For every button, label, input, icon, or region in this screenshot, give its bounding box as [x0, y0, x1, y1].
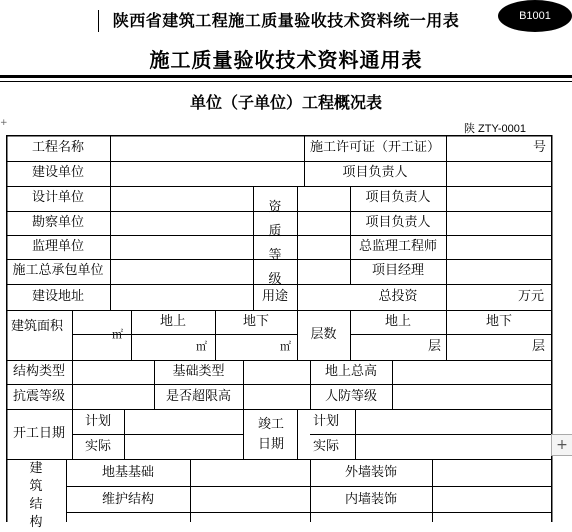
label-structure-type: 结构类型	[12, 364, 65, 379]
form-badge: B1001	[498, 0, 572, 32]
label-contractor: 施工总承包单位	[12, 263, 104, 278]
label-envelope: 维护结构	[101, 492, 154, 507]
label-area-above: 地上	[159, 314, 186, 329]
label-interior-finish: 内墙装饰	[344, 492, 397, 507]
label-builder: 建设单位	[31, 165, 84, 180]
form-title: 单位（子单位）工程概况表	[189, 93, 382, 112]
label-designer-lead: 项目负责人	[365, 190, 431, 205]
label-supervisor: 监理单位	[31, 239, 84, 254]
label-designer: 设计单位	[31, 190, 84, 205]
label-floors: 层数	[310, 327, 337, 342]
label-seismic-grade: 抗震等级	[12, 389, 65, 404]
label-usage: 用途	[261, 289, 288, 304]
label-foundation-type: 基础类型	[172, 364, 225, 379]
floor-unit-above: 层	[428, 339, 442, 354]
label-address: 建设地址	[31, 289, 84, 304]
label-project-manager: 项目经理	[371, 263, 424, 278]
add-row-icon[interactable]: +	[551, 434, 572, 456]
label-surveyor-lead: 项目负责人	[365, 215, 431, 230]
label-qualification: 资质等级	[268, 200, 282, 287]
area-unit-below: ㎡	[280, 340, 291, 353]
label-area-below: 地下	[242, 314, 269, 329]
document-top-title: 陕西省建筑工程施工质量验收技术资料统一用表	[112, 11, 460, 30]
floor-unit-below: 层	[532, 339, 546, 354]
label-investment: 总投资	[378, 289, 418, 304]
label-civil-defense: 人防等级	[324, 389, 377, 404]
label-completion-actual: 实际	[312, 439, 339, 454]
label-completion-planned: 计划	[312, 414, 339, 429]
label-floors-below: 地下	[485, 314, 512, 329]
label-foundation: 地基基础	[101, 465, 154, 480]
label-permit-suffix: 号	[533, 140, 547, 155]
label-over-limit: 是否超限高	[165, 389, 231, 404]
label-start-planned: 计划	[84, 414, 111, 429]
label-completion-date: 竣工日期	[257, 417, 284, 452]
area-unit-above: ㎡	[196, 340, 207, 353]
label-start-date: 开工日期	[12, 426, 65, 441]
document-main-title: 施工质量验收技术资料通用表	[149, 48, 423, 72]
label-chief-supervisor: 总监理工程师	[358, 239, 437, 254]
label-start-actual: 实际	[84, 439, 111, 454]
label-exterior-finish: 外墙装饰	[344, 465, 397, 480]
label-investment-unit: 万元	[518, 289, 545, 304]
label-total-height: 地上总高	[324, 364, 377, 379]
table-move-handle-icon[interactable]: +	[0, 118, 8, 128]
label-permit: 施工许可证（开工证）	[309, 140, 440, 155]
label-building-structure: 建筑结构	[29, 461, 43, 530]
label-floors-above: 地上	[384, 314, 411, 329]
label-surveyor: 勘察单位	[31, 215, 84, 230]
label-project-lead: 项目负责人	[342, 165, 408, 180]
area-unit-total: ㎡	[112, 328, 123, 341]
label-area: 建筑面积	[10, 319, 63, 334]
label-project-name: 工程名称	[31, 140, 84, 155]
form-code: 陕 ZTY-0001	[464, 123, 526, 135]
